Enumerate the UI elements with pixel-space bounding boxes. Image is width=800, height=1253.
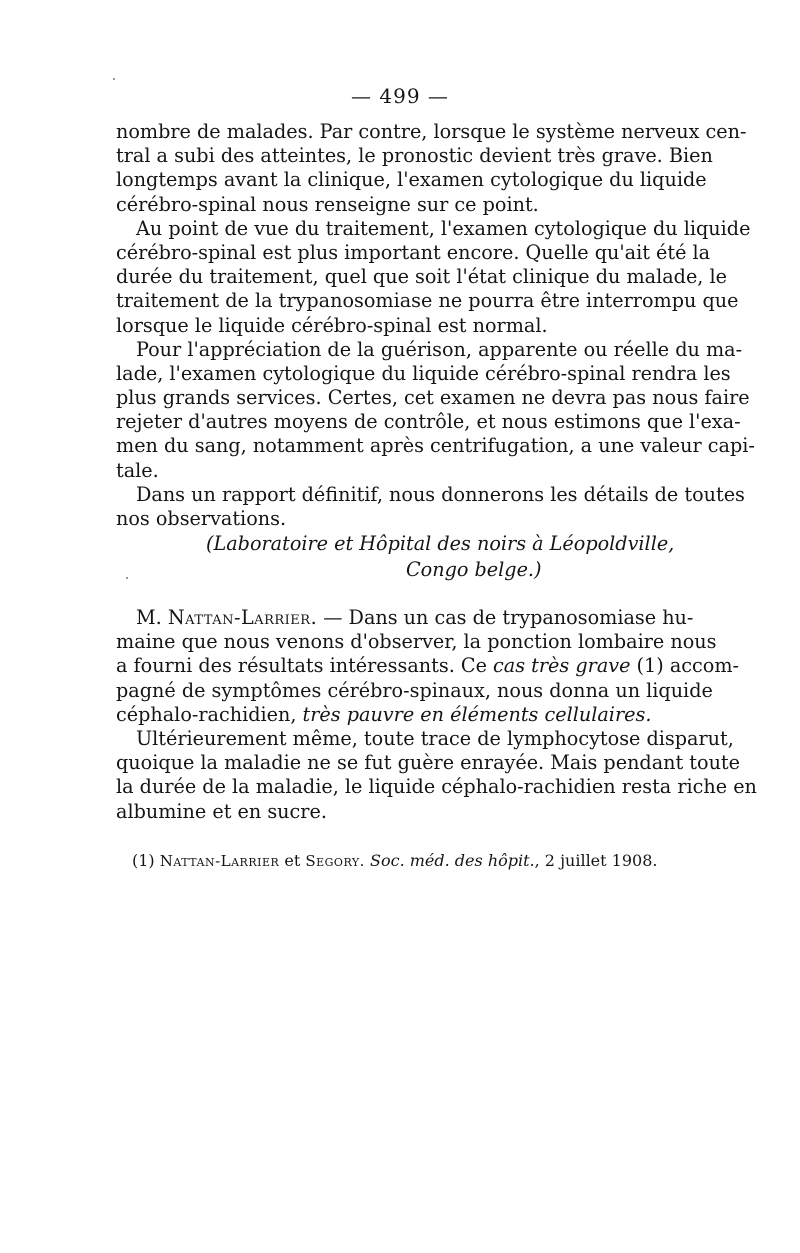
text-line: plus grands services. Certes, cet examen ne devra pas nous faire xyxy=(116,386,750,410)
text-line: traitement de la trypanosomiase ne pourra être interrompu que xyxy=(116,289,739,313)
text-line: nombre de malades. Par contre, lorsque le système nerveux cen- xyxy=(116,120,747,143)
text-line: rejeter d'autres moyens de contrôle, et nous estimons que l'exa- xyxy=(116,410,741,434)
italic-segment: cas très grave xyxy=(493,654,631,678)
footnote xyxy=(132,850,657,872)
author-name: Nattan-Larrier. xyxy=(167,606,318,629)
footnote-marker: (1) xyxy=(132,851,160,870)
paper-speck xyxy=(126,577,128,579)
paragraph-block-2 xyxy=(116,606,757,824)
text-line: nos observations. xyxy=(116,507,287,530)
text-line xyxy=(116,654,739,678)
text-line: cérébro-spinal est plus important encore. Quelle qu'ait été la xyxy=(116,240,711,264)
text-line: tale. xyxy=(116,458,159,482)
text-line xyxy=(116,606,694,630)
text-segment: — Dans un cas de trypanosomiase hu- xyxy=(317,606,694,629)
text-line: tral a subi des atteintes, le pronostic devient très grave. Bien xyxy=(116,144,713,168)
footnote-date: , 2 juillet 1908. xyxy=(534,851,658,870)
text-line: Au point de vue du traitement, l'examen cytologique du liquide xyxy=(136,216,751,240)
text-segment: céphalo-rachidien, xyxy=(116,702,303,726)
text-line: longtemps avant la clinique, l'examen cytologique du liquide xyxy=(116,168,707,192)
footnote-coauthor: Segory. xyxy=(305,852,365,870)
text-line: quoique la maladie ne se fut guère enrayée. Mais pendant toute xyxy=(116,751,740,775)
text-line: durée du traitement, quel que soit l'état clinique du malade, le xyxy=(116,265,727,289)
footnote-author: Nattan-Larrier xyxy=(159,852,280,870)
text-line: la durée de la maladie, le liquide céphalo-rachidien resta riche en xyxy=(116,775,757,799)
location-signature xyxy=(116,531,680,583)
text-line: maine que nous venons d'observer, la ponction lombaire nous xyxy=(116,630,717,654)
footnote-journal: Soc. méd. des hôpit. xyxy=(364,851,535,870)
text-line: men du sang, notamment après centrifugation, a une valeur capi- xyxy=(116,434,755,458)
text-line: Dans un rapport définitif, nous donnerons les détails de toutes xyxy=(136,482,745,506)
text-line: pagné de symptômes cérébro-spinaux, nous donna un liquide xyxy=(116,678,713,702)
footnote-connector: et xyxy=(279,851,306,870)
location-line-2: Congo belge.) xyxy=(406,558,542,581)
text-line xyxy=(116,703,680,727)
author-prefix: M. xyxy=(136,606,168,629)
location-line-1: (Laboratoire et Hôpital des noirs à Léopoldville, xyxy=(206,532,675,555)
text-line: cérébro-spinal nous renseigne sur ce point. xyxy=(116,192,539,216)
text-line: lade, l'examen cytologique du liquide cérébro-spinal rendra les xyxy=(116,361,731,385)
text-segment: a fourni des résultats intéressants. Ce xyxy=(116,654,494,678)
italic-segment: très pauvre en éléments cellulaires. xyxy=(302,702,652,726)
text-line: Pour l'appréciation de la guérison, apparente ou réelle du ma- xyxy=(136,337,743,361)
text-line: Ultérieurement même, toute trace de lymphocytose disparut, xyxy=(136,726,734,750)
text-segment: (1) accom- xyxy=(630,654,739,678)
paragraph-block-1 xyxy=(116,120,755,531)
paper-speck xyxy=(113,78,115,80)
text-line: albumine et en sucre. xyxy=(116,799,327,823)
page-number: — 499 — xyxy=(351,84,449,108)
text-line: lorsque le liquide cérébro-spinal est normal. xyxy=(116,313,548,337)
